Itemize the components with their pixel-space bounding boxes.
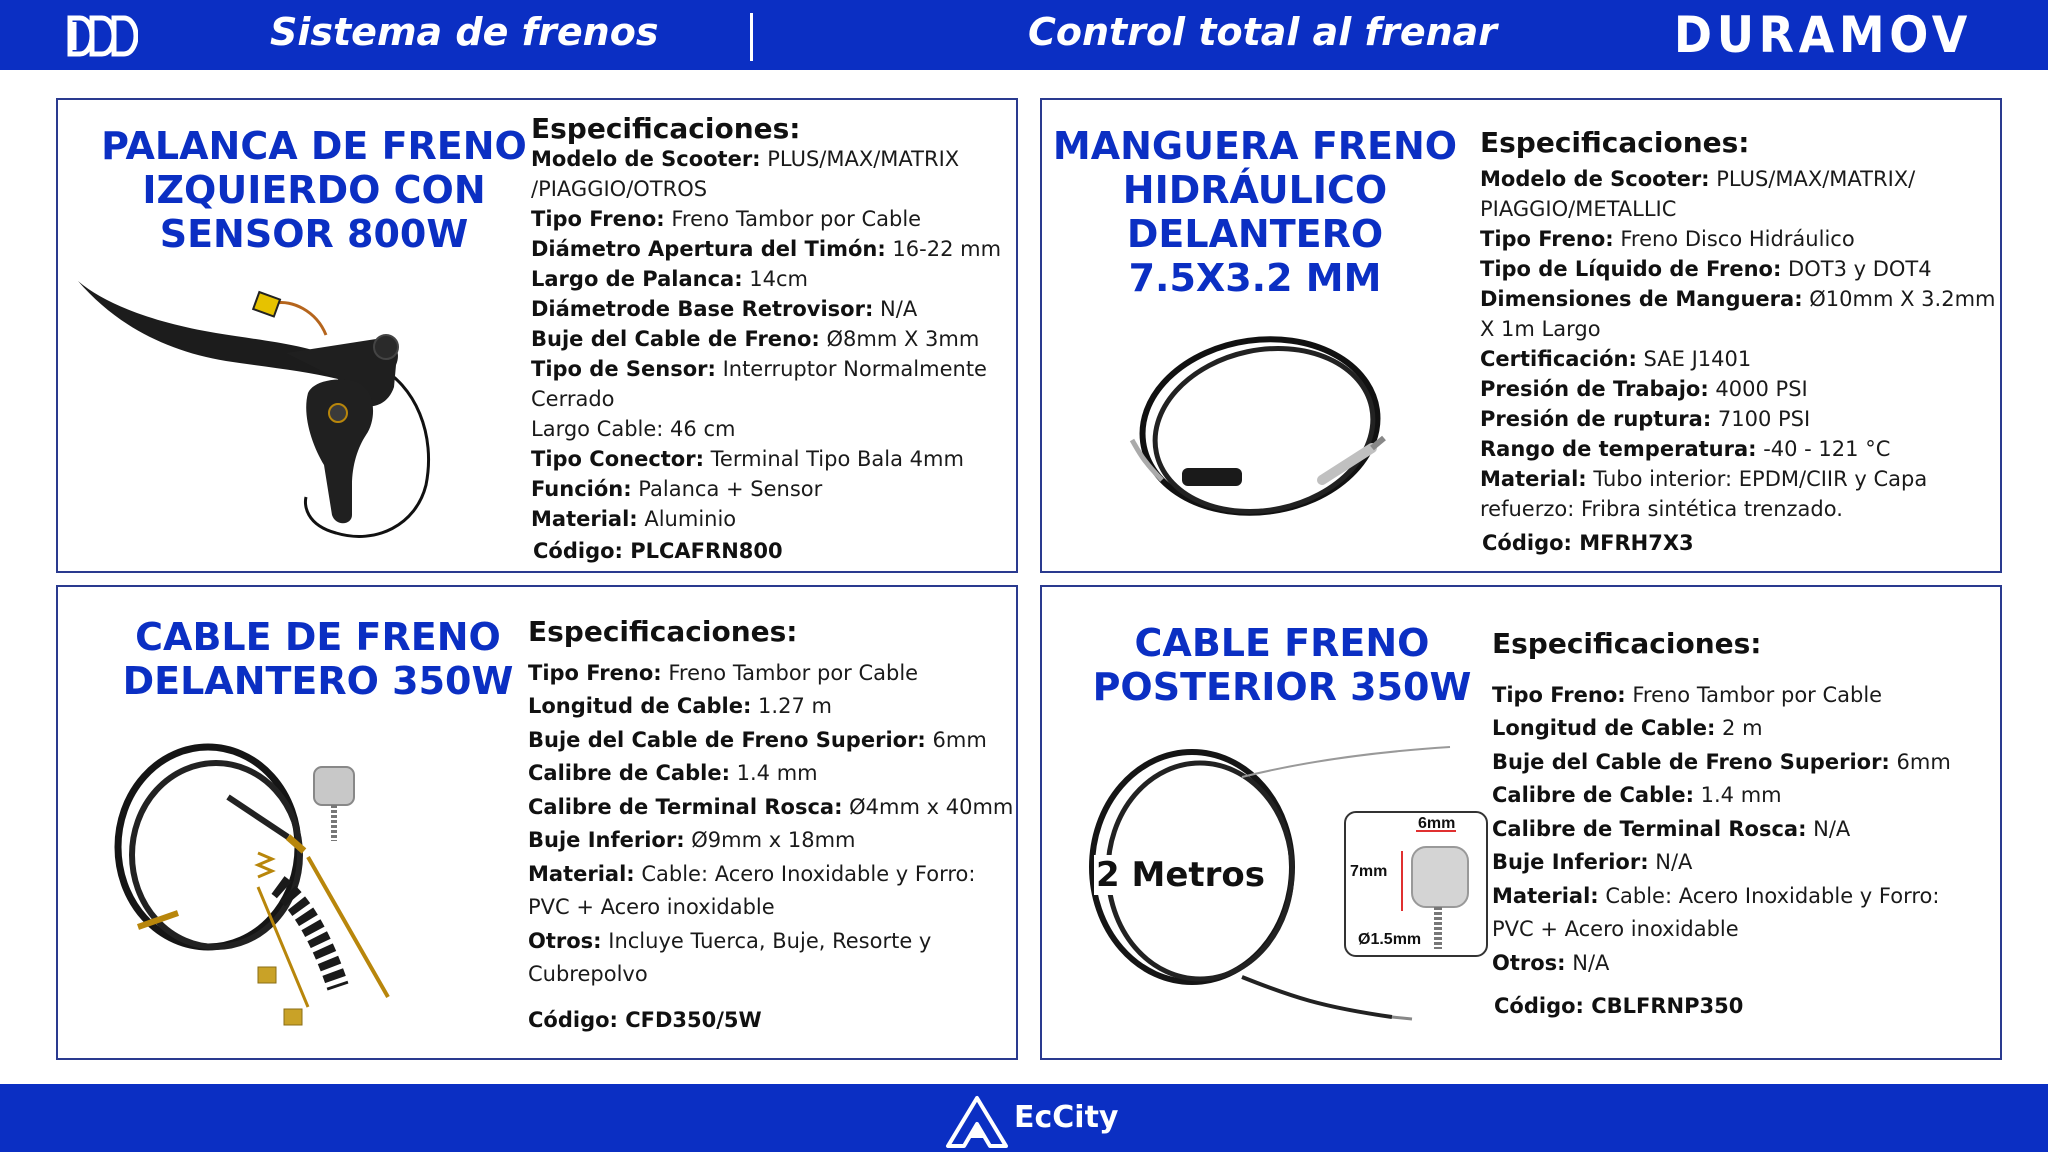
header-right-title: Control total al frenar xyxy=(1028,10,1498,54)
specs-block xyxy=(528,615,1013,1037)
spec-line xyxy=(1480,344,1995,374)
spec-value: PVC + Acero inoxidable xyxy=(1492,917,1739,941)
specs-block xyxy=(1480,128,1995,558)
spec-line xyxy=(531,294,1001,324)
spec-value: Cable: Acero Inoxidable y Forro: xyxy=(634,861,976,886)
spec-value: N/A xyxy=(1806,816,1851,841)
spec-label: Diámetrode Base Retrovisor: xyxy=(531,297,874,321)
spec-line xyxy=(531,174,1001,204)
spec-line xyxy=(528,690,1013,724)
product-title-line: MANGUERA FRENO xyxy=(1052,124,1458,168)
spec-label: Dimensiones de Manguera: xyxy=(1480,287,1803,311)
product-title-line: HIDRÁULICO xyxy=(1122,168,1388,212)
header-bar xyxy=(0,0,2048,70)
spec-value: 7100 PSI xyxy=(1711,407,1811,431)
spec-value: Freno Disco Hidráulico xyxy=(1613,227,1855,251)
spec-value: Interruptor Normalmente xyxy=(715,357,987,381)
spec-label: Buje Inferior: xyxy=(528,828,685,852)
product-title-line: CABLE DE FRENO xyxy=(135,615,501,659)
spec-value: Ø4mm x 40mm xyxy=(842,794,1014,819)
spec-value: /PIAGGIO/OTROS xyxy=(531,177,708,201)
product-title-line: POSTERIOR 350W xyxy=(1092,665,1472,709)
spec-line xyxy=(531,204,1001,234)
spec-label: Modelo de Scooter: xyxy=(531,147,761,171)
spec-value: Freno Tambor por Cable xyxy=(664,207,922,231)
spec-line xyxy=(1492,913,1951,947)
cable-end-width-label: 6mm xyxy=(1418,815,1456,832)
spec-line xyxy=(528,757,1013,791)
product-title-line: 7.5X3.2 MM xyxy=(1128,256,1382,300)
spec-value: Incluye Tuerca, Buje, Resorte y xyxy=(601,928,932,953)
spec-value: 2 m xyxy=(1715,716,1763,740)
cable-end-height-label: 7mm xyxy=(1350,863,1388,880)
specs-block xyxy=(1492,627,1951,1024)
spec-value: N/A xyxy=(873,297,918,321)
product-code: Código: MFRH7X3 xyxy=(1482,531,1694,555)
spec-line xyxy=(1492,947,1951,981)
spec-value: 14cm xyxy=(742,267,809,291)
specs-heading: Especificaciones: xyxy=(531,112,801,145)
product-code: Código: PLCAFRN800 xyxy=(533,539,783,563)
specs-heading: Especificaciones: xyxy=(1480,126,1750,159)
product-code: Código: CFD350/5W xyxy=(528,1007,762,1032)
spec-label: Longitud de Cable: xyxy=(1492,716,1716,740)
footer-brand: EcCity xyxy=(1014,1100,1119,1135)
cable-end-diameter-label: Ø1.5mm xyxy=(1358,931,1422,948)
footer-bar xyxy=(0,1084,2048,1152)
spec-line xyxy=(1480,254,1995,284)
spec-label: Longitud de Cable: xyxy=(528,694,752,718)
spec-value: Terminal Tipo Bala 4mm xyxy=(704,447,964,471)
spec-label: Calibre de Terminal Rosca: xyxy=(1492,816,1807,841)
header-divider xyxy=(750,13,753,61)
spec-line xyxy=(531,144,1001,174)
specs-heading: Especificaciones: xyxy=(528,615,798,648)
spec-value: X 1m Largo xyxy=(1480,317,1601,341)
spec-line xyxy=(1480,314,1995,344)
spec-value: N/A xyxy=(1648,850,1693,874)
spec-label: Modelo de Scooter: xyxy=(1480,167,1710,191)
spec-label: Tipo Freno: xyxy=(531,207,665,231)
spec-label: Tipo Freno: xyxy=(528,660,662,685)
spec-value: refuerzo: Fribra sintética trenzado. xyxy=(1480,497,1843,521)
spec-line xyxy=(531,414,1001,444)
spec-line xyxy=(1480,164,1995,194)
spec-line xyxy=(1480,464,1995,494)
spec-value: PIAGGIO/METALLIC xyxy=(1480,197,1677,221)
spec-value: 1.4 mm xyxy=(729,761,818,785)
spec-label: Material: xyxy=(528,861,635,886)
spec-line xyxy=(1492,712,1951,746)
spec-label: Calibre de Cable: xyxy=(528,761,730,785)
spec-label: Buje del Cable de Freno: xyxy=(531,327,820,351)
spec-line xyxy=(531,234,1001,264)
product-title-line: DELANTERO xyxy=(1126,212,1384,256)
spec-value: Ø8mm X 3mm xyxy=(819,327,980,351)
hydraulic-hose-image xyxy=(1122,330,1402,530)
spec-label: Otros: xyxy=(1492,950,1566,975)
spec-line xyxy=(1492,813,1951,847)
product-card-rear-cable xyxy=(1040,585,2002,1060)
spec-line xyxy=(1480,224,1995,254)
spec-label: Presión de ruptura: xyxy=(1480,407,1712,431)
product-title xyxy=(1050,124,1460,300)
spec-value: Cable: Acero Inoxidable y Forro: xyxy=(1598,883,1940,908)
spec-line xyxy=(528,724,1013,758)
spec-value: 1.4 mm xyxy=(1693,783,1782,807)
spec-label: Tipo de Líquido de Freno: xyxy=(1480,257,1782,281)
spec-line xyxy=(1492,880,1951,914)
spec-value: Freno Tambor por Cable xyxy=(1625,682,1883,707)
front-brake-cable-kit-image xyxy=(108,737,528,1037)
spec-line xyxy=(1480,194,1995,224)
product-title-line: PALANCA DE FRENO xyxy=(101,124,527,168)
spec-label: Calibre de Cable: xyxy=(1492,783,1694,807)
eccity-logo-icon xyxy=(944,1094,1010,1150)
spec-line xyxy=(531,324,1001,354)
spec-line xyxy=(528,891,1013,925)
spec-label: Función: xyxy=(531,477,632,501)
spec-value: PVC + Acero inoxidable xyxy=(528,895,775,919)
spec-label: Presión de Trabajo: xyxy=(1480,377,1709,401)
product-title-line: IZQUIERDO CON xyxy=(142,168,486,212)
spec-value: 6mm xyxy=(925,727,987,752)
spec-label: Certificación: xyxy=(1480,347,1637,371)
spec-label: Buje Inferior: xyxy=(1492,850,1649,874)
spec-line xyxy=(531,264,1001,294)
product-card-brake-lever xyxy=(56,98,1018,573)
spec-value: Largo Cable: 46 cm xyxy=(531,417,736,441)
spec-line xyxy=(531,444,1001,474)
spec-value: N/A xyxy=(1565,950,1610,975)
spec-value: Freno Tambor por Cable xyxy=(661,660,919,685)
ddd-logo-icon xyxy=(66,14,138,58)
spec-line xyxy=(531,474,1001,504)
cable-length-label: 2 Metros xyxy=(1096,855,1266,895)
spec-value: PLUS/MAX/MATRIX xyxy=(760,147,960,171)
spec-line xyxy=(531,384,1001,414)
spec-label: Calibre de Terminal Rosca: xyxy=(528,794,843,819)
spec-label: Buje del Cable de Freno Superior: xyxy=(1492,749,1890,774)
spec-line xyxy=(528,958,1013,992)
spec-value: 16-22 mm xyxy=(885,237,1002,261)
product-title xyxy=(98,615,538,703)
spec-line xyxy=(1480,434,1995,464)
spec-label: Tipo Freno: xyxy=(1480,227,1614,251)
spec-value: 1.27 m xyxy=(751,694,832,718)
spec-value: PLUS/MAX/MATRIX/ xyxy=(1709,167,1916,191)
spec-value: 6mm xyxy=(1889,749,1951,774)
spec-value: SAE J1401 xyxy=(1636,347,1752,371)
spec-value: 4000 PSI xyxy=(1708,377,1808,401)
spec-line xyxy=(531,354,1001,384)
spec-line xyxy=(1480,284,1995,314)
spec-line xyxy=(531,504,1001,534)
product-code: Código: CBLFRNP350 xyxy=(1494,994,1744,1018)
spec-label: Buje del Cable de Freno Superior: xyxy=(528,727,926,752)
spec-label: Tipo Conector: xyxy=(531,447,704,471)
spec-line xyxy=(528,858,1013,892)
spec-line xyxy=(1480,404,1995,434)
spec-line xyxy=(1492,746,1951,780)
spec-value: Aluminio xyxy=(637,507,737,531)
spec-line xyxy=(1492,846,1951,880)
spec-value: Ø9mm x 18mm xyxy=(684,828,856,852)
spec-value: -40 - 121 °C xyxy=(1756,437,1891,461)
spec-value: Ø10mm X 3.2mm xyxy=(1802,287,1996,311)
spec-line xyxy=(528,657,1013,691)
spec-label: Largo de Palanca: xyxy=(531,267,743,291)
spec-value: Cerrado xyxy=(531,387,615,411)
spec-line xyxy=(1480,374,1995,404)
spec-line xyxy=(1492,679,1951,713)
product-title xyxy=(1082,621,1482,709)
spec-value: Tubo interior: EPDM/CIIR y Capa xyxy=(1586,467,1928,491)
spec-label: Material: xyxy=(531,507,638,531)
spec-value: DOT3 y DOT4 xyxy=(1781,257,1932,281)
spec-line xyxy=(1480,494,1995,524)
specs-heading: Especificaciones: xyxy=(1492,627,1762,660)
header-left-title: Sistema de frenos xyxy=(270,10,659,54)
spec-value: Palanca + Sensor xyxy=(631,477,823,501)
spec-value: Cubrepolvo xyxy=(528,962,648,986)
product-title-line: DELANTERO 350W xyxy=(122,659,514,703)
product-title-line: SENSOR 800W xyxy=(159,212,469,256)
cable-end-detail-box xyxy=(1344,811,1488,957)
spec-label: Tipo de Sensor: xyxy=(531,357,716,381)
product-title-line: CABLE FRENO xyxy=(1134,621,1430,665)
spec-label: Diámetro Apertura del Timón: xyxy=(531,237,886,261)
spec-line xyxy=(528,791,1013,825)
brake-lever-image xyxy=(76,275,546,545)
spec-line xyxy=(528,824,1013,858)
spec-label: Tipo Freno: xyxy=(1492,682,1626,707)
product-title xyxy=(64,124,564,256)
spec-label: Material: xyxy=(1480,467,1587,491)
brand-logo: DURAMOV xyxy=(1673,6,1972,64)
spec-line xyxy=(528,925,1013,959)
spec-label: Otros: xyxy=(528,928,602,953)
spec-label: Material: xyxy=(1492,883,1599,908)
specs-block xyxy=(531,114,1001,566)
rear-brake-cable-image xyxy=(1082,737,1522,1037)
product-card-front-cable xyxy=(56,585,1018,1060)
product-card-hydraulic-hose xyxy=(1040,98,2002,573)
spec-label: Rango de temperatura: xyxy=(1480,437,1757,461)
spec-line xyxy=(1492,779,1951,813)
